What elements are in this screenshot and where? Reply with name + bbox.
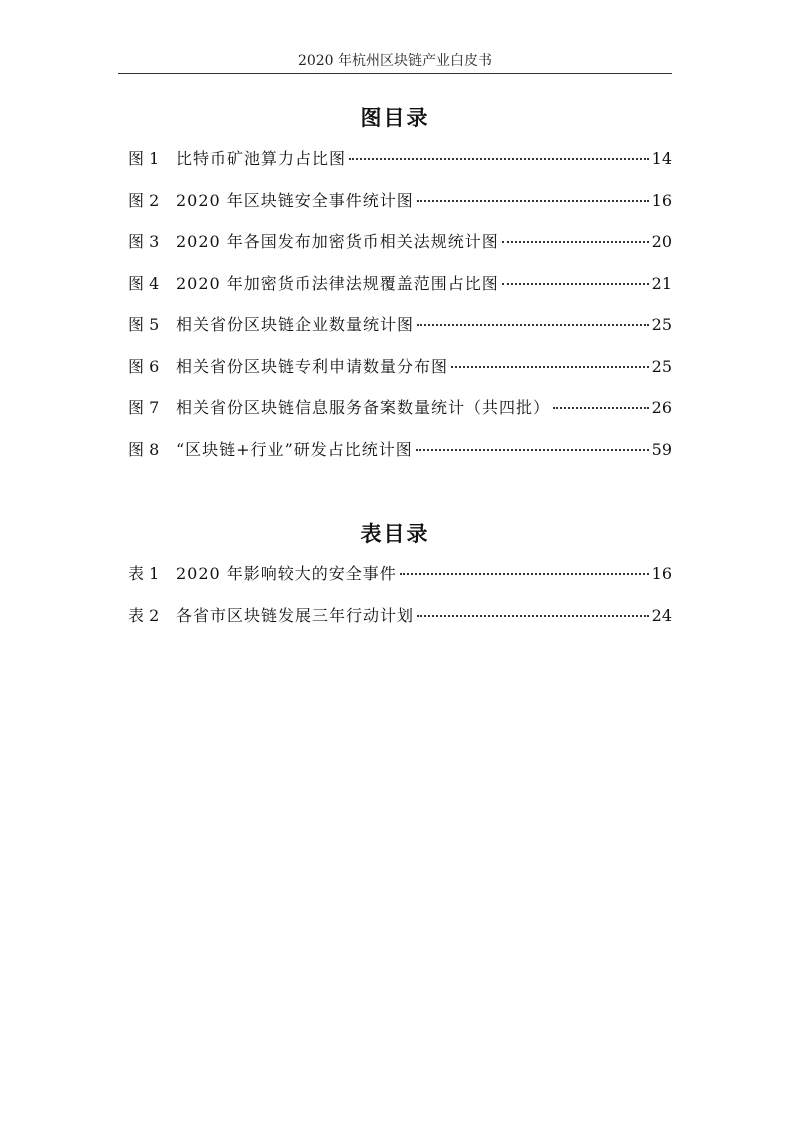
toc-entry-title: 2020 年影响较大的安全事件 <box>176 564 397 583</box>
toc-entry-figure-3[interactable] <box>128 231 672 273</box>
table-list-title: 表目录 <box>360 522 430 546</box>
toc-entry-title: 各省市区块链发展三年行动计划 <box>176 605 415 625</box>
toc-entry-table-1[interactable] <box>128 563 672 605</box>
table-list <box>128 563 672 646</box>
toc-dot-leader <box>416 448 649 451</box>
toc-dot-leader <box>349 157 649 160</box>
toc-entry-figure-8[interactable] <box>128 439 672 481</box>
toc-entry-label: 图 2 <box>128 190 160 210</box>
toc-dot-leader <box>502 282 649 285</box>
toc-page-number: 59 <box>651 439 672 459</box>
toc-dot-leader <box>451 365 649 368</box>
toc-page-number: 16 <box>651 190 672 210</box>
toc-dot-leader <box>502 240 649 243</box>
toc-entry-table-2[interactable] <box>128 605 672 647</box>
toc-dot-leader <box>400 572 649 575</box>
figure-list <box>128 148 672 480</box>
toc-entry-title: “区块链+行业”研发占比统计图 <box>176 439 413 459</box>
toc-entry-title: 2020 年各国发布加密货币相关法规统计图 <box>176 232 499 251</box>
toc-dot-leader <box>417 199 649 202</box>
toc-entry-label: 图 3 <box>128 232 160 251</box>
toc-entry-title: 相关省份区块链信息服务备案数量统计（共四批） <box>176 398 551 417</box>
toc-entry-label: 图 7 <box>128 398 160 417</box>
toc-entry-figure-7[interactable] <box>128 397 672 439</box>
toc-dot-leader <box>417 323 649 326</box>
toc-page-number: 25 <box>651 315 672 334</box>
toc-page-number: 21 <box>651 273 672 293</box>
toc-page-number: 20 <box>651 232 672 251</box>
toc-page-number: 24 <box>651 605 672 625</box>
toc-page-number: 14 <box>651 149 672 168</box>
toc-page-number: 25 <box>651 356 672 376</box>
toc-entry-label: 表 2 <box>128 605 160 625</box>
toc-entry-title: 2020 年加密货币法律法规覆盖范围占比图 <box>176 273 499 293</box>
toc-entry-label: 图 8 <box>128 439 160 459</box>
toc-entry-figure-1[interactable] <box>128 148 672 190</box>
page-header: 2020 年杭州区块链产业白皮书 <box>297 53 493 69</box>
toc-dot-leader <box>417 614 649 617</box>
toc-entry-title: 相关省份区块链企业数量统计图 <box>176 315 415 334</box>
toc-page-number: 16 <box>651 564 672 583</box>
toc-entry-figure-4[interactable] <box>128 273 672 315</box>
toc-entry-figure-5[interactable] <box>128 314 672 356</box>
toc-entry-title: 比特币矿池算力占比图 <box>176 149 347 168</box>
toc-entry-title: 2020 年区块链安全事件统计图 <box>176 190 414 210</box>
toc-entry-title: 相关省份区块链专利申请数量分布图 <box>176 356 449 376</box>
toc-entry-label: 图 1 <box>128 149 160 168</box>
toc-entry-label: 表 1 <box>128 564 160 583</box>
toc-entry-label: 图 5 <box>128 315 160 334</box>
header-divider <box>118 73 672 74</box>
figure-list-title: 图目录 <box>360 106 430 130</box>
toc-page-number: 26 <box>651 398 672 417</box>
toc-entry-figure-2[interactable] <box>128 190 672 232</box>
toc-entry-label: 图 6 <box>128 356 160 376</box>
toc-entry-figure-6[interactable] <box>128 356 672 398</box>
toc-entry-label: 图 4 <box>128 273 160 293</box>
toc-dot-leader <box>553 406 649 409</box>
